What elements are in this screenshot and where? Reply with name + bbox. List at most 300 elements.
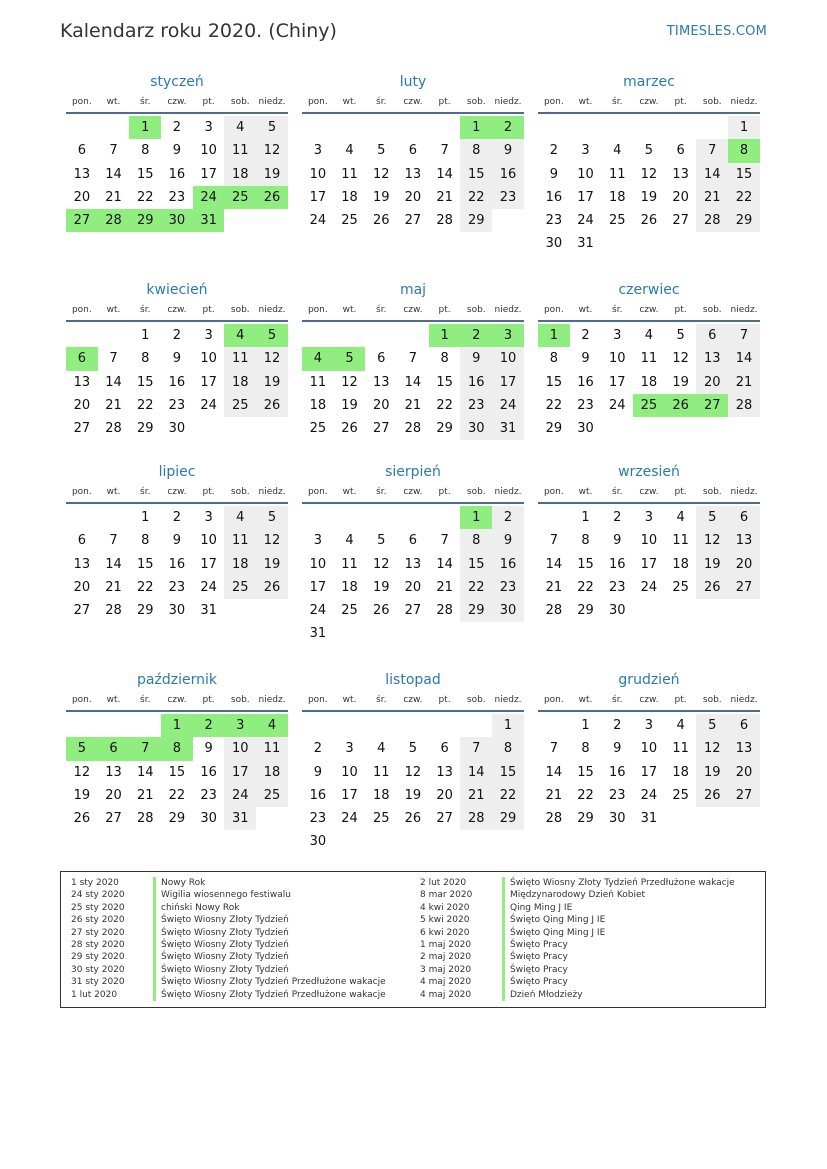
day-cell: 31 [309, 626, 327, 642]
day-cell: 30 [492, 599, 524, 622]
day-cell: 18 [224, 163, 256, 186]
days-grid [538, 116, 760, 256]
weekday-label: wt. [106, 305, 121, 315]
day-cell: 12 [372, 556, 390, 572]
day-cell: 24 [200, 397, 217, 413]
day-cell: 27 [436, 811, 453, 827]
day-cell: 4 [256, 714, 288, 737]
day-cell: 29 [436, 421, 453, 437]
month-title: październik [137, 672, 217, 688]
holiday-name: Święto Pracy [510, 952, 568, 963]
day-blank [302, 116, 334, 139]
month-title: listopad [385, 672, 441, 688]
day-cell: 14 [404, 374, 422, 390]
weekday-label: pt. [674, 487, 687, 497]
day-cell: 21 [696, 186, 728, 209]
weekday-header [66, 302, 288, 322]
day-cell: 30 [200, 811, 217, 827]
day-cell: 10 [200, 351, 217, 367]
day-cell: 18 [640, 374, 658, 390]
weekday-label: wt. [342, 695, 357, 705]
day-cell: 30 [577, 421, 594, 437]
weekday-label: niedz. [258, 97, 286, 107]
day-cell: 5 [334, 347, 366, 370]
day-cell: 16 [545, 189, 563, 205]
day-cell: 9 [613, 533, 622, 549]
holiday-marker [153, 889, 156, 901]
day-cell: 24 [640, 579, 658, 595]
day-cell: 22 [577, 787, 594, 803]
day-cell: 8 [161, 737, 193, 760]
day-cell: 19 [372, 189, 390, 205]
weekday-label: sob. [230, 305, 250, 315]
weekday-label: niedz. [730, 97, 758, 107]
weekday-label: niedz. [494, 487, 522, 497]
day-cell: 13 [73, 166, 91, 182]
day-cell: 23 [492, 186, 524, 209]
holiday-list [60, 871, 766, 1008]
day-cell: 15 [545, 374, 563, 390]
weekday-header [302, 94, 524, 114]
holiday-name: Święto Wiosny Złoty Tydzień [161, 952, 289, 963]
day-cell: 11 [341, 556, 358, 572]
day-cell: 29 [129, 209, 161, 232]
holiday-name: Święto Wiosny Złoty Tydzień [161, 927, 289, 938]
weekday-label: czw. [167, 695, 187, 705]
day-cell: 2 [172, 510, 182, 525]
day-cell: 1 [460, 116, 492, 139]
day-cell: 5 [408, 741, 418, 757]
days-grid [66, 116, 288, 232]
day-cell: 31 [577, 236, 594, 252]
day-cell: 17 [640, 556, 658, 572]
day-cell: 13 [105, 764, 122, 780]
day-cell: 30 [168, 603, 186, 619]
day-cell: 1 [141, 328, 150, 343]
day-cell: 16 [492, 163, 524, 186]
day-cell: 29 [728, 209, 760, 232]
weekday-label: pt. [438, 695, 451, 705]
day-cell: 5 [377, 143, 386, 159]
day-cell: 20 [404, 189, 422, 205]
day-cell: 30 [460, 417, 492, 440]
weekday-label: czw. [403, 305, 423, 315]
day-cell: 10 [341, 764, 358, 780]
weekday-label: śr. [376, 487, 387, 497]
weekday-label: śr. [376, 305, 387, 315]
holiday-date: 5 kwi 2020 [420, 915, 470, 926]
day-cell: 27 [728, 576, 760, 599]
day-cell: 6 [440, 741, 449, 757]
weekday-label: sob. [702, 305, 722, 315]
day-cell: 18 [608, 189, 626, 205]
day-cell: 18 [224, 371, 256, 394]
day-cell: 29 [136, 421, 154, 437]
weekday-label: sob. [702, 487, 722, 497]
days-grid [302, 506, 524, 646]
day-cell: 30 [161, 209, 193, 232]
holiday-name: Święto Pracy [510, 977, 568, 988]
day-cell: 23 [460, 394, 492, 417]
day-cell: 21 [105, 397, 122, 413]
day-cell: 10 [640, 533, 658, 549]
weekday-label: sob. [230, 695, 250, 705]
day-cell: 14 [545, 764, 563, 780]
day-cell: 7 [109, 351, 118, 367]
day-cell: 24 [200, 579, 217, 595]
day-cell: 23 [168, 397, 186, 413]
weekday-label: wt. [578, 695, 593, 705]
day-cell: 19 [404, 787, 422, 803]
day-cell: 25 [341, 213, 358, 229]
day-cell: 1 [728, 116, 760, 139]
day-cell: 23 [577, 397, 594, 413]
day-cell: 21 [728, 371, 760, 394]
month-title: styczeń [150, 74, 204, 90]
month-6 [66, 460, 288, 622]
day-cell: 18 [256, 761, 288, 784]
day-cell: 4 [302, 347, 334, 370]
day-cell: 21 [436, 579, 453, 595]
weekday-label: śr. [612, 487, 623, 497]
weekday-label: pon. [307, 97, 328, 107]
day-cell: 27 [404, 213, 422, 229]
day-blank [334, 116, 366, 139]
day-blank [98, 506, 130, 529]
day-cell: 14 [105, 166, 122, 182]
day-cell: 10 [577, 166, 594, 182]
day-cell: 17 [492, 371, 524, 394]
day-blank [98, 324, 130, 347]
day-blank [601, 116, 633, 139]
holiday-marker [153, 902, 156, 914]
holiday-name: Święto Pracy [510, 939, 568, 950]
day-cell: 17 [640, 764, 658, 780]
day-blank [429, 116, 461, 139]
day-cell: 10 [309, 166, 327, 182]
weekday-label: sob. [230, 97, 250, 107]
day-blank [66, 506, 98, 529]
day-blank [66, 116, 98, 139]
day-cell: 30 [545, 236, 563, 252]
holiday-name: Nowy Rok [161, 878, 206, 888]
day-cell: 30 [168, 421, 186, 437]
weekday-label: czw. [639, 305, 659, 315]
day-cell: 24 [492, 394, 524, 417]
day-cell: 23 [200, 787, 217, 803]
day-cell: 22 [136, 397, 154, 413]
weekday-header [538, 484, 760, 504]
holiday-marker [153, 939, 156, 951]
month-title: luty [399, 74, 427, 90]
weekday-label: pon. [71, 305, 92, 315]
holiday-marker [153, 877, 156, 889]
holiday-date: 8 mar 2020 [420, 890, 473, 901]
day-cell: 13 [372, 374, 390, 390]
weekday-label: czw. [167, 305, 187, 315]
month-0 [66, 70, 288, 232]
day-cell: 25 [341, 603, 358, 619]
day-cell: 16 [168, 374, 186, 390]
site-logo[interactable]: TIMESLES.COM [666, 24, 767, 39]
holiday-name: Dzień Młodzieży [510, 989, 583, 1000]
holiday-marker [502, 927, 505, 939]
day-cell: 20 [73, 579, 91, 595]
day-cell: 6 [377, 351, 386, 367]
holiday-marker [153, 964, 156, 976]
holiday-marker [502, 902, 505, 914]
day-cell: 28 [436, 213, 453, 229]
holiday-marker [153, 951, 156, 963]
day-cell: 3 [224, 714, 256, 737]
day-cell: 21 [105, 189, 122, 205]
day-cell: 26 [341, 421, 358, 437]
day-cell: 28 [728, 394, 760, 417]
day-cell: 19 [672, 374, 689, 390]
day-cell: 18 [672, 764, 689, 780]
day-cell: 26 [256, 186, 288, 209]
page-title: Kalendarz roku 2020. (Chiny) [60, 20, 337, 42]
day-cell: 15 [577, 556, 594, 572]
day-cell: 15 [168, 764, 186, 780]
weekday-label: wt. [106, 695, 121, 705]
day-cell: 27 [372, 421, 390, 437]
day-cell: 13 [404, 166, 422, 182]
day-cell: 15 [577, 764, 594, 780]
day-cell: 30 [309, 834, 327, 850]
holiday-row [71, 902, 386, 914]
day-cell: 8 [460, 529, 492, 552]
holiday-date: 25 sty 2020 [71, 902, 125, 913]
day-cell: 31 [200, 603, 217, 619]
day-cell: 27 [728, 784, 760, 807]
day-cell: 18 [372, 787, 390, 803]
day-cell: 12 [256, 347, 288, 370]
weekday-label: pt. [202, 487, 215, 497]
days-grid [538, 324, 760, 440]
day-cell: 6 [728, 506, 760, 529]
day-cell: 9 [460, 347, 492, 370]
holiday-row [71, 964, 386, 976]
weekday-label: pt. [438, 97, 451, 107]
weekday-label: sob. [466, 97, 486, 107]
weekday-label: niedz. [258, 695, 286, 705]
day-cell: 11 [640, 351, 658, 367]
day-cell: 9 [613, 741, 622, 757]
day-cell: 20 [696, 371, 728, 394]
day-cell: 15 [136, 556, 154, 572]
day-cell: 6 [408, 533, 418, 549]
day-cell: 25 [224, 576, 256, 599]
day-cell: 12 [696, 529, 728, 552]
day-cell: 22 [168, 787, 186, 803]
day-cell: 12 [73, 764, 91, 780]
day-cell: 9 [549, 166, 558, 182]
day-cell: 24 [341, 811, 358, 827]
holiday-row [71, 927, 386, 939]
month-title: kwiecień [146, 282, 208, 298]
day-cell: 8 [728, 139, 760, 162]
holiday-marker [153, 927, 156, 939]
day-cell: 8 [440, 351, 449, 367]
day-cell: 4 [224, 324, 256, 347]
weekday-label: pt. [202, 695, 215, 705]
holiday-date: 1 lut 2020 [71, 989, 118, 1000]
holiday-row [71, 889, 386, 901]
day-cell: 12 [341, 374, 358, 390]
day-cell: 2 [492, 116, 524, 139]
day-cell: 23 [608, 787, 626, 803]
holiday-name: Wigilia wiosennego festiwalu [161, 890, 291, 901]
weekday-label: śr. [376, 97, 387, 107]
weekday-label: sob. [466, 487, 486, 497]
holiday-marker [153, 914, 156, 926]
day-blank [302, 714, 334, 737]
day-cell: 11 [224, 347, 256, 370]
holiday-date: 29 sty 2020 [71, 952, 125, 963]
days-grid [302, 714, 524, 854]
day-cell: 14 [460, 761, 492, 784]
holiday-row [420, 951, 735, 963]
holiday-name: Święto Qing Ming J IE [510, 915, 606, 926]
month-8 [538, 460, 760, 622]
day-cell: 16 [492, 553, 524, 576]
holiday-date: 1 sty 2020 [71, 878, 119, 888]
day-cell: 18 [341, 579, 358, 595]
day-cell: 2 [613, 718, 622, 733]
day-cell: 27 [66, 209, 98, 232]
days-grid [66, 324, 288, 440]
holiday-list-right [420, 877, 735, 1001]
weekday-label: pon. [71, 487, 92, 497]
weekday-label: pt. [438, 305, 451, 315]
day-cell: 22 [460, 186, 492, 209]
day-cell: 16 [168, 166, 186, 182]
day-cell: 28 [105, 421, 122, 437]
day-cell: 20 [436, 787, 453, 803]
day-cell: 17 [200, 556, 217, 572]
day-blank [334, 324, 366, 347]
day-cell: 11 [608, 166, 626, 182]
day-cell: 15 [436, 374, 453, 390]
holiday-marker [502, 939, 505, 951]
weekday-label: czw. [639, 695, 659, 705]
day-cell: 3 [644, 510, 654, 525]
weekday-label: wt. [342, 305, 357, 315]
day-blank [302, 506, 334, 529]
day-cell: 29 [492, 807, 524, 830]
day-cell: 17 [200, 374, 217, 390]
day-cell: 9 [172, 533, 182, 549]
weekday-label: niedz. [258, 487, 286, 497]
day-cell: 7 [549, 533, 558, 549]
day-cell: 6 [676, 143, 685, 159]
day-cell: 7 [408, 351, 418, 367]
weekday-label: śr. [612, 695, 623, 705]
holiday-row [71, 914, 386, 926]
day-cell: 23 [608, 579, 626, 595]
day-cell: 31 [492, 417, 524, 440]
day-cell: 6 [696, 324, 728, 347]
day-cell: 28 [696, 209, 728, 232]
day-cell: 14 [105, 556, 122, 572]
day-cell: 24 [309, 213, 327, 229]
weekday-label: śr. [612, 97, 623, 107]
weekday-label: czw. [167, 97, 187, 107]
day-cell: 15 [728, 163, 760, 186]
day-cell: 9 [172, 351, 182, 367]
day-cell: 6 [66, 347, 98, 370]
day-cell: 6 [408, 143, 418, 159]
day-cell: 15 [492, 761, 524, 784]
day-cell: 2 [313, 741, 322, 757]
weekday-header [538, 302, 760, 322]
holiday-row [420, 939, 735, 951]
day-blank [397, 714, 429, 737]
day-blank [429, 714, 461, 737]
day-cell: 10 [640, 741, 658, 757]
day-cell: 23 [168, 189, 186, 205]
weekday-label: niedz. [258, 305, 286, 315]
day-cell: 22 [436, 397, 453, 413]
day-cell: 12 [404, 764, 422, 780]
day-cell: 1 [581, 510, 590, 525]
month-3 [66, 278, 288, 440]
day-cell: 26 [372, 603, 390, 619]
day-cell: 27 [696, 394, 728, 417]
day-cell: 26 [73, 811, 91, 827]
holiday-date: 2 maj 2020 [420, 952, 472, 963]
holiday-name: Święto Qing Ming J IE [510, 927, 606, 938]
weekday-label: wt. [106, 487, 121, 497]
day-cell: 4 [377, 741, 386, 757]
holiday-name: Święto Wiosny Złoty Tydzień Przedłużone wakacje [161, 989, 386, 1000]
days-grid [302, 116, 524, 232]
day-cell: 2 [193, 714, 225, 737]
day-cell: 1 [492, 714, 524, 737]
day-cell: 3 [204, 328, 213, 343]
day-cell: 29 [460, 599, 492, 622]
day-cell: 8 [141, 143, 150, 159]
day-cell: 3 [492, 324, 524, 347]
day-cell: 17 [577, 189, 594, 205]
weekday-header [66, 692, 288, 712]
day-cell: 22 [577, 579, 594, 595]
day-cell: 15 [136, 374, 154, 390]
day-cell: 9 [581, 351, 590, 367]
weekday-label: czw. [403, 695, 423, 705]
day-cell: 14 [436, 556, 453, 572]
day-cell: 20 [728, 761, 760, 784]
month-7 [302, 460, 524, 646]
day-cell: 17 [200, 166, 217, 182]
day-cell: 7 [440, 533, 449, 549]
day-cell: 27 [404, 603, 422, 619]
weekday-label: czw. [639, 487, 659, 497]
day-cell: 4 [676, 510, 685, 525]
holiday-date: 4 kwi 2020 [420, 902, 470, 913]
weekday-label: pt. [674, 695, 687, 705]
day-cell: 4 [676, 718, 685, 733]
day-cell: 13 [404, 556, 422, 572]
holiday-date: 28 sty 2020 [71, 939, 125, 950]
holiday-name: Międzynarodowy Dzień Kobiet [510, 890, 646, 901]
day-cell: 5 [696, 714, 728, 737]
day-cell: 25 [633, 394, 665, 417]
month-title: wrzesień [618, 464, 680, 480]
weekday-label: niedz. [494, 305, 522, 315]
holiday-date: 4 maj 2020 [420, 989, 472, 1000]
